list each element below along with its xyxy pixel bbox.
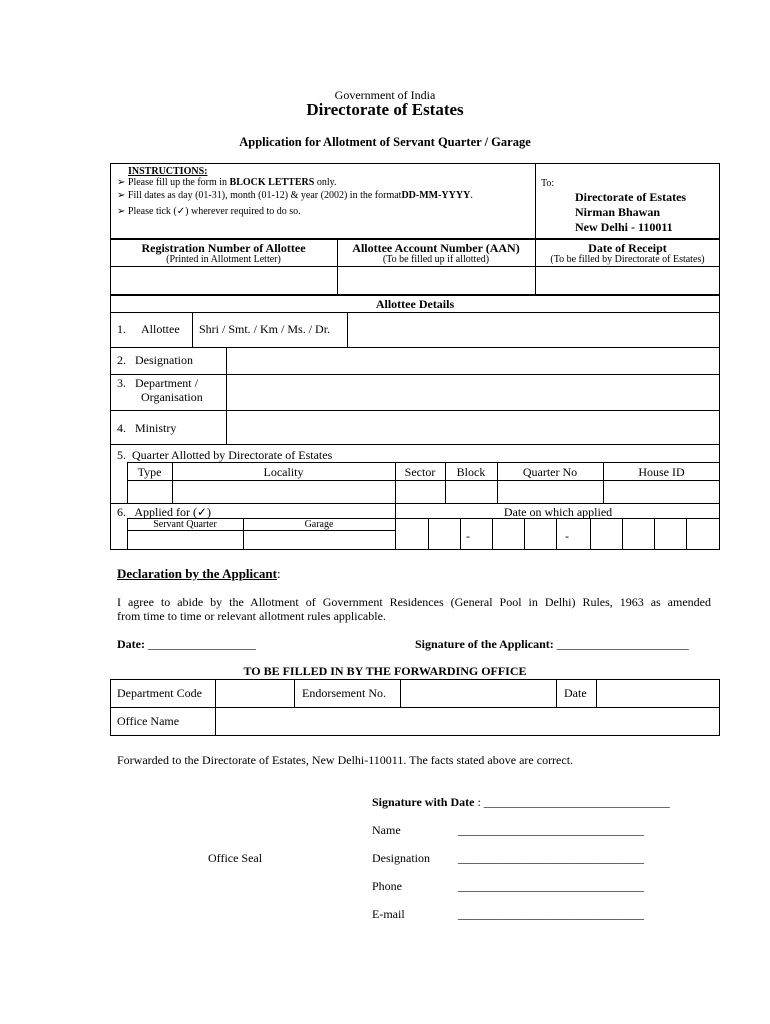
office-name-label: Office Name bbox=[117, 714, 180, 728]
to-address-line1: Directorate of Estates bbox=[575, 190, 687, 204]
type-field[interactable] bbox=[128, 481, 171, 502]
col-house-id: House ID bbox=[638, 465, 685, 479]
aan-title: Allottee Account Number (AAN) bbox=[352, 241, 520, 255]
block-field[interactable] bbox=[446, 481, 496, 502]
gov-of-india: Government of India bbox=[334, 88, 436, 102]
declaration-text-2: from time to time or relevant allotment rules applicable. bbox=[117, 609, 386, 623]
department-code-label: Department Code bbox=[117, 686, 202, 700]
date-applied-label: Date on which applied bbox=[503, 505, 613, 519]
allottee-name-field[interactable] bbox=[348, 313, 719, 346]
col-locality: Locality bbox=[263, 465, 304, 479]
date-of-receipt-field[interactable] bbox=[536, 267, 719, 294]
aan-field[interactable] bbox=[338, 267, 534, 294]
arrow-bullet-icon: ➢ bbox=[117, 190, 128, 201]
instructions-heading: INSTRUCTIONS: bbox=[128, 166, 208, 177]
col-sector: Sector bbox=[404, 465, 436, 479]
quarter-no-field[interactable] bbox=[498, 481, 602, 502]
designation-sig-field[interactable]: _______________________________ bbox=[458, 851, 644, 865]
date-separator-1: - bbox=[466, 529, 470, 543]
signature-with-date[interactable]: Signature with Date : _______________________________ bbox=[372, 795, 670, 809]
allottee-title-options[interactable]: Shri / Smt. / Km / Ms. / Dr. bbox=[199, 322, 331, 336]
department-code-field[interactable] bbox=[216, 680, 293, 706]
department-label: 3. Department / bbox=[117, 376, 198, 390]
designation-sig-label: Designation bbox=[372, 851, 430, 865]
sector-field[interactable] bbox=[396, 481, 444, 502]
house-id-field[interactable] bbox=[604, 481, 719, 502]
registration-number-subtitle: (Printed in Allotment Letter) bbox=[166, 254, 281, 265]
garage-checkbox[interactable] bbox=[244, 531, 394, 549]
forwarding-heading: TO BE FILLED IN BY THE FORWARDING OFFICE bbox=[243, 664, 527, 678]
allottee-label: Allottee bbox=[141, 322, 180, 336]
to-address-line2: Nirman Bhawan bbox=[575, 205, 661, 219]
date-separator-2: - bbox=[565, 529, 569, 543]
registration-number-field[interactable] bbox=[111, 267, 336, 294]
col-block: Block bbox=[456, 465, 486, 479]
instruction-3: ➢ Please tick (✓) wherever required to do so. bbox=[117, 206, 301, 217]
email-field[interactable]: _______________________________ bbox=[458, 907, 644, 921]
row1-number: 1. bbox=[117, 322, 126, 336]
declaration-heading: Declaration by the Applicant: bbox=[117, 566, 281, 581]
phone-label: Phone bbox=[372, 879, 402, 893]
arrow-bullet-icon: ➢ bbox=[117, 206, 128, 217]
name-field[interactable]: _______________________________ bbox=[458, 823, 644, 837]
date-of-receipt-subtitle: (To be filled by Directorate of Estates) bbox=[550, 254, 705, 265]
page-title: Directorate of Estates bbox=[306, 100, 464, 119]
declaration-date[interactable]: Date: __________________ bbox=[117, 637, 256, 651]
forwarding-date-field[interactable] bbox=[597, 680, 719, 706]
instruction-1: ➢ Please fill up the form in BLOCK LETTERS only. bbox=[117, 177, 337, 188]
locality-field[interactable] bbox=[173, 481, 394, 502]
designation-label: 2. Designation bbox=[117, 353, 193, 367]
to-label: To: bbox=[541, 178, 555, 189]
designation-field[interactable] bbox=[227, 348, 719, 373]
department-field[interactable] bbox=[227, 375, 719, 409]
applied-for-label: 6. Applied for (✓) bbox=[117, 505, 212, 519]
office-seal-label: Office Seal bbox=[208, 851, 263, 865]
col-garage: Garage bbox=[304, 519, 334, 530]
col-servant-quarter: Servant Quarter bbox=[153, 519, 217, 530]
forwarded-statement: Forwarded to the Directorate of Estates, New Delhi-110011. The facts stated above are correct. bbox=[117, 753, 574, 767]
aan-subtitle: (To be filled up if allotted) bbox=[382, 254, 490, 265]
name-label: Name bbox=[372, 823, 401, 837]
organisation-label: Organisation bbox=[141, 390, 203, 404]
date-of-receipt-title: Date of Receipt bbox=[588, 241, 667, 255]
form-subtitle: Application for Allotment of Servant Quarter / Garage bbox=[239, 135, 531, 149]
to-address-line3: New Delhi - 110011 bbox=[575, 220, 673, 234]
ministry-label: 4. Ministry bbox=[117, 421, 177, 435]
phone-field[interactable]: _______________________________ bbox=[458, 879, 644, 893]
col-quarter-no: Quarter No bbox=[522, 465, 578, 479]
servant-quarter-checkbox[interactable] bbox=[128, 531, 242, 549]
col-type: Type bbox=[137, 465, 162, 479]
arrow-bullet-icon: ➢ bbox=[117, 177, 128, 188]
date-applied-field[interactable] bbox=[396, 519, 720, 549]
endorsement-no-field[interactable] bbox=[401, 680, 555, 706]
declaration-text-1: I agree to abide by the Allotment of Government Residences (General Pool in Delhi) Rules, 1963 as amended bbox=[117, 595, 711, 609]
instruction-2: ➢ Fill dates as day (01-31), month (01-12) & year (2002) in the formatDD-MM-YYYY. bbox=[117, 190, 473, 201]
applicant-signature[interactable]: Signature of the Applicant: ______________________ bbox=[415, 637, 689, 651]
email-label: E-mail bbox=[372, 907, 405, 921]
forwarding-date-label: Date bbox=[564, 686, 587, 700]
endorsement-no-label: Endorsement No. bbox=[302, 686, 386, 700]
registration-number-title: Registration Number of Allottee bbox=[141, 241, 306, 255]
allottee-details-heading: Allottee Details bbox=[375, 297, 455, 311]
quarter-allotted-label: 5. Quarter Allotted by Directorate of Estates bbox=[117, 448, 333, 462]
office-name-field[interactable] bbox=[216, 708, 719, 735]
ministry-field[interactable] bbox=[227, 411, 719, 443]
